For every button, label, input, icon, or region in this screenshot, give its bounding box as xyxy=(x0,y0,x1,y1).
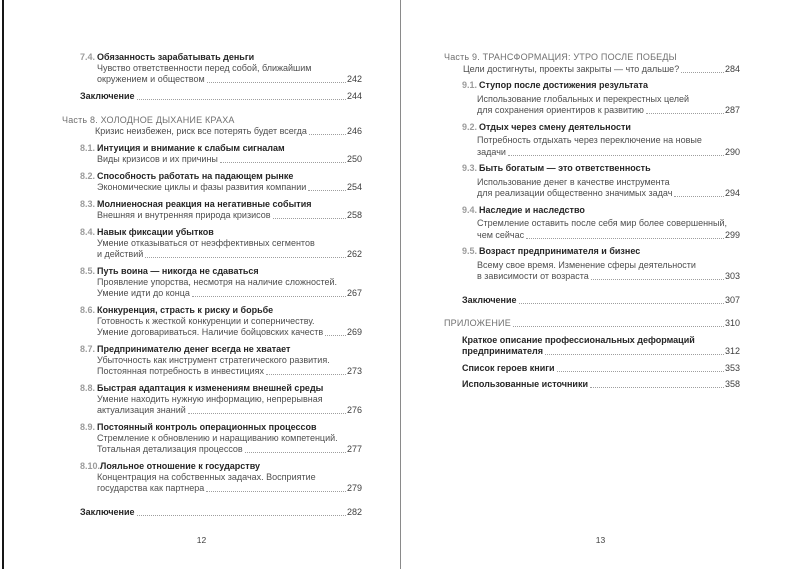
section-number: 8.2. xyxy=(80,171,96,181)
section-description: Виды кризисов и их причины xyxy=(97,154,218,164)
section-number: 8.7. xyxy=(80,344,96,354)
toc-leader-line xyxy=(444,318,740,330)
toc-leader-line xyxy=(444,105,740,117)
dot-leader xyxy=(513,326,724,327)
toc-section xyxy=(62,266,362,299)
toc-section xyxy=(62,52,362,85)
section-description: для сохранения ориентиров к развитию xyxy=(477,105,644,115)
toc-column-right xyxy=(444,52,740,391)
page-ref: 273 xyxy=(346,366,362,376)
toc-section-heading xyxy=(62,52,362,63)
section-number: 8.3. xyxy=(80,199,96,209)
section-description: задачи xyxy=(477,146,506,157)
toc-column-left xyxy=(62,52,362,518)
page-ref: 279 xyxy=(346,483,362,493)
toc-leader-line xyxy=(62,154,362,165)
toc-part-header xyxy=(444,318,740,330)
page-ref: 287 xyxy=(724,105,740,115)
toc-section xyxy=(444,163,740,200)
section-description: Стремление оставить после себя мир более совершенный, xyxy=(477,218,728,228)
toc-section xyxy=(444,122,740,159)
page-ref: 244 xyxy=(346,91,362,101)
toc-section-heading xyxy=(62,461,362,472)
toc-section-heading xyxy=(444,163,740,175)
toc-section xyxy=(62,143,362,165)
toc-item xyxy=(444,379,740,391)
part-title: Часть 9. ТРАНСФОРМАЦИЯ: УТРО ПОСЛЕ ПОБЕДЫ xyxy=(444,52,677,62)
section-number: 9.5. xyxy=(462,246,478,256)
section-description: Умение идти до конца xyxy=(97,288,190,298)
dot-leader xyxy=(220,162,346,163)
item-label: Использованные источники xyxy=(462,379,588,389)
section-number: 8.8. xyxy=(80,383,96,393)
dot-leader xyxy=(188,413,346,414)
part-subtitle: Цели достигнуты, проекты закрыты — что дальше? xyxy=(463,63,680,74)
toc-section xyxy=(444,205,740,242)
section-number: 8.5. xyxy=(80,266,96,276)
toc-section xyxy=(62,344,362,377)
section-description: Концентрация на собственных задачах. Восприятие xyxy=(97,472,316,482)
page-ref: 258 xyxy=(346,210,362,220)
item-label: Заключение xyxy=(80,91,135,101)
toc-section-heading xyxy=(62,227,362,238)
dot-leader xyxy=(681,72,724,73)
page-ref: 312 xyxy=(724,346,740,356)
toc-section-heading xyxy=(444,122,740,134)
toc-section xyxy=(62,227,362,260)
section-title: Быть богатым — это ответственность xyxy=(479,163,651,173)
toc-section-heading xyxy=(444,205,740,217)
toc-section xyxy=(62,461,362,494)
page-ref: 262 xyxy=(346,249,362,259)
toc-section xyxy=(444,80,740,117)
page-ref: 284 xyxy=(724,63,740,74)
toc-item xyxy=(444,335,740,358)
dot-leader xyxy=(591,279,724,280)
section-description: Потребность отдыхать через переключение на новые xyxy=(477,135,702,145)
page-ref: 290 xyxy=(724,146,740,157)
toc-leader-line xyxy=(62,366,362,377)
section-number: 9.2. xyxy=(462,121,478,132)
section-number: 8.10. xyxy=(80,461,101,471)
section-number: 9.1. xyxy=(462,80,478,90)
item-label: Краткое описание профессиональных деформаций xyxy=(462,334,695,345)
section-title: Ступор после достижения результата xyxy=(479,80,648,90)
section-title: Обязанность зарабатывать деньги xyxy=(97,52,255,62)
toc-leader-line xyxy=(62,405,362,416)
dot-leader xyxy=(508,155,724,156)
dot-leader xyxy=(325,335,346,336)
dot-leader xyxy=(308,190,346,191)
page-ref: 269 xyxy=(346,327,362,337)
dot-leader xyxy=(273,218,346,219)
section-description: Готовность к жесткой конкуренции и соперничеству. xyxy=(97,316,315,326)
toc-leader-line xyxy=(444,295,740,307)
toc-leader-line xyxy=(444,147,740,159)
toc-item xyxy=(62,507,362,518)
section-description: Убыточность как инструмент стратегического развития. xyxy=(97,355,330,365)
toc-section-heading xyxy=(444,246,740,258)
toc-section-heading xyxy=(62,171,362,182)
section-description: Умение отказываться от неэффективных сегментов xyxy=(97,238,315,248)
toc-section xyxy=(62,171,362,193)
section-title: Предпринимателю денег всегда не хватает xyxy=(97,344,291,354)
part-subtitle: Кризис неизбежен, риск все потерять будет всегда xyxy=(95,126,307,136)
toc-leader-line xyxy=(62,507,362,518)
toc-leader-line xyxy=(62,91,362,102)
section-description: Всему свое время. Изменение сферы деятельности xyxy=(477,259,696,270)
dot-leader xyxy=(206,491,346,492)
toc-leader-line xyxy=(62,327,362,338)
section-description: окружением и обществом xyxy=(97,74,205,84)
toc-section xyxy=(62,422,362,455)
section-description: Тотальная детализация процессов xyxy=(97,444,243,454)
toc-leader-line xyxy=(444,64,740,76)
toc-part-header xyxy=(62,115,362,137)
page-left-edge-line xyxy=(2,0,4,569)
section-description: актуализация знаний xyxy=(97,405,186,415)
toc-leader-line xyxy=(444,230,740,242)
section-title: Лояльное отношение к государству xyxy=(100,461,261,471)
dot-leader xyxy=(309,134,346,135)
item-label: Заключение xyxy=(80,507,135,517)
toc-leader-line xyxy=(62,210,362,221)
section-description: государства как партнера xyxy=(97,483,205,493)
section-title: Наследие и наследство xyxy=(479,204,585,215)
toc-leader-line xyxy=(62,444,362,455)
section-title: Интуиция и внимание к слабым сигналам xyxy=(97,143,285,153)
section-description: чем сейчас xyxy=(477,229,525,240)
dot-leader xyxy=(245,452,346,453)
toc-leader-line xyxy=(444,271,740,283)
toc-section-heading xyxy=(444,80,740,92)
dot-leader xyxy=(545,354,724,355)
section-number: 9.4. xyxy=(462,204,478,215)
page-ref: 246 xyxy=(346,126,362,136)
page-ref: 358 xyxy=(724,379,740,389)
item-label: Заключение xyxy=(462,294,517,305)
toc-part-header xyxy=(444,52,740,75)
page-ref: 310 xyxy=(724,318,740,328)
toc-section-heading xyxy=(62,199,362,210)
section-description: в зависимости от возраста xyxy=(477,271,589,281)
section-description: Внешняя и внутренняя природа кризисов xyxy=(97,210,271,220)
toc-leader-line xyxy=(444,379,740,391)
section-description: Умение находить нужную информацию, непрерывная xyxy=(97,394,323,404)
toc-section-heading xyxy=(62,143,362,154)
toc-section-heading xyxy=(62,266,362,277)
section-description: Экономические циклы и фазы развития компании xyxy=(97,182,307,192)
toc-section-heading xyxy=(62,305,362,316)
section-number: 7.4. xyxy=(80,52,96,62)
page-ref: 250 xyxy=(346,154,362,164)
toc-section xyxy=(62,383,362,416)
toc-section xyxy=(444,246,740,283)
section-description: Чувство ответственности перед собой, ближайшим xyxy=(97,63,312,73)
toc-item xyxy=(444,295,740,307)
item-label: Список героев книги xyxy=(462,362,555,373)
page-ref: 242 xyxy=(346,74,362,84)
dot-leader xyxy=(145,257,346,258)
toc-leader-line xyxy=(62,74,362,85)
page-ref: 299 xyxy=(724,229,740,240)
section-description: Стремление к обновлению и наращиванию компетенций. xyxy=(97,433,338,443)
page-ref: 307 xyxy=(724,294,740,305)
section-description: и действий xyxy=(97,249,144,259)
page-ref: 282 xyxy=(346,507,362,517)
toc-section-heading xyxy=(62,344,362,355)
section-description: для реализации общественно значимых задач xyxy=(477,188,673,198)
section-title: Молниеносная реакция на негативные события xyxy=(97,199,312,209)
section-description: Использование денег в качестве инструмента xyxy=(477,176,670,187)
section-title: Конкуренция, страсть к риску и борьбе xyxy=(97,305,274,315)
page-ref: 267 xyxy=(346,288,362,298)
part-title: Часть 8. ХОЛОДНОЕ ДЫХАНИЕ КРАХА xyxy=(62,115,235,125)
dot-leader xyxy=(192,296,346,297)
toc-leader-line xyxy=(62,182,362,193)
dot-leader xyxy=(137,99,346,100)
section-description: Умение договариваться. Наличие бойцовских качеств xyxy=(97,327,324,337)
page-number-left: 12 xyxy=(196,535,207,545)
dot-leader xyxy=(557,371,724,372)
section-title: Постоянный контроль операционных процессов xyxy=(97,422,317,432)
page-ref: 277 xyxy=(346,444,362,454)
part-title: ПРИЛОЖЕНИЕ xyxy=(444,318,511,328)
section-description: Использование глобальных и перекрестных целей xyxy=(477,93,690,104)
toc-item xyxy=(444,363,740,375)
toc-leader-line xyxy=(62,288,362,299)
toc-leader-line xyxy=(444,363,740,375)
dot-leader xyxy=(590,387,724,388)
toc-leader-line xyxy=(62,483,362,494)
dot-leader xyxy=(266,374,346,375)
page-ref: 303 xyxy=(724,271,740,281)
toc-section-heading xyxy=(62,422,362,433)
page-ref: 353 xyxy=(724,362,740,373)
toc-section xyxy=(62,199,362,221)
item-label: предпринимателя xyxy=(462,346,544,356)
section-number: 8.1. xyxy=(80,143,96,153)
dot-leader xyxy=(646,113,724,114)
toc-leader-line xyxy=(62,249,362,260)
section-number: 9.3. xyxy=(462,163,478,173)
dot-leader xyxy=(137,515,346,516)
section-number: 8.4. xyxy=(80,227,96,237)
dot-leader xyxy=(519,303,724,304)
section-title: Быстрая адаптация к изменениям внешней среды xyxy=(97,383,324,393)
toc-leader-line xyxy=(62,126,362,137)
page-ref: 294 xyxy=(724,188,740,198)
page-ref: 276 xyxy=(346,405,362,415)
dot-leader xyxy=(207,82,346,83)
page-number-right: 13 xyxy=(595,535,606,545)
section-description: Проявление упорства, несмотря на наличие сложностей. xyxy=(97,277,338,287)
dot-leader xyxy=(526,238,724,239)
section-title: Отдых через смену деятельности xyxy=(479,121,631,132)
toc-leader-line xyxy=(444,346,740,358)
dot-leader xyxy=(674,196,724,197)
toc-section-heading xyxy=(62,383,362,394)
section-title: Путь воина — никогда не сдаваться xyxy=(97,266,259,276)
section-title: Способность работать на падающем рынке xyxy=(97,171,294,181)
page-ref: 254 xyxy=(346,182,362,192)
section-number: 8.6. xyxy=(80,305,96,315)
section-title: Возраст предпринимателя и бизнес xyxy=(479,246,641,256)
section-description: Постоянная потребность в инвестициях xyxy=(97,366,265,376)
toc-section xyxy=(62,305,362,338)
toc-leader-line xyxy=(444,188,740,200)
section-number: 8.9. xyxy=(80,422,96,432)
page-gutter-line xyxy=(400,0,401,569)
toc-item xyxy=(62,91,362,102)
section-title: Навык фиксации убытков xyxy=(97,227,214,237)
